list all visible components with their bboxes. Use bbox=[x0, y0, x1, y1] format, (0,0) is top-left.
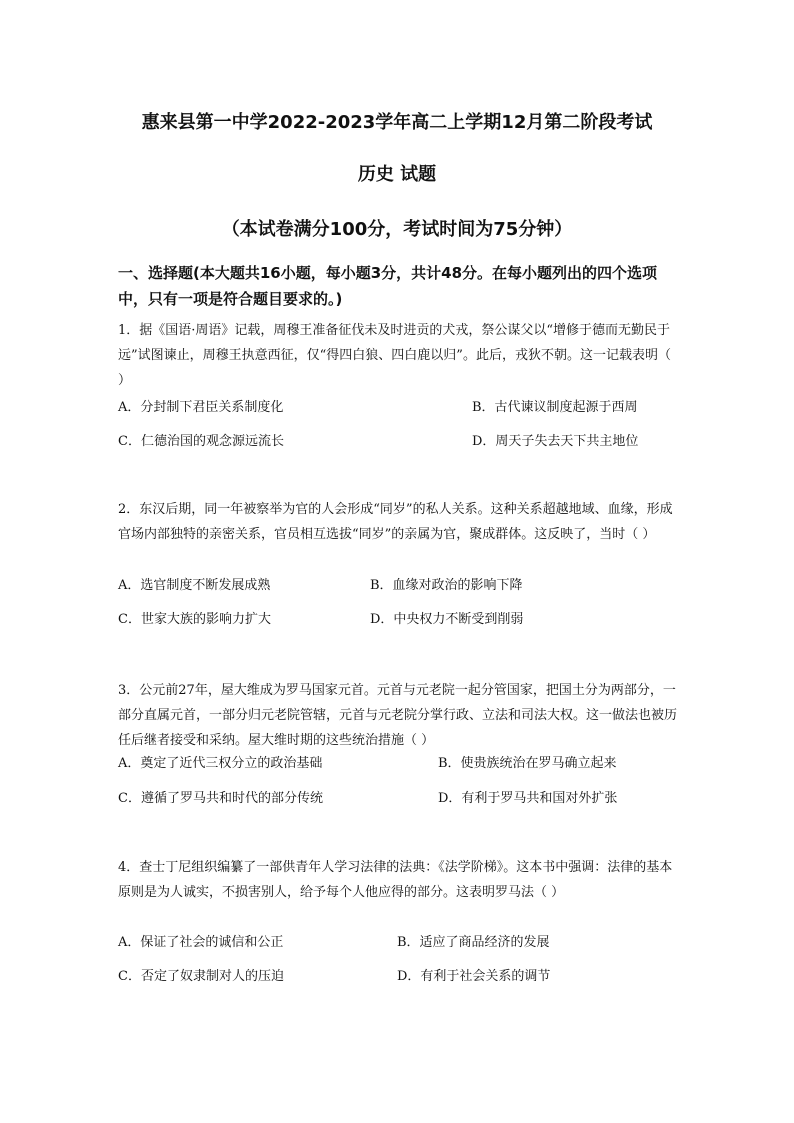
question-1-option-d: D．周天子失去天下共主地位 bbox=[472, 434, 639, 449]
section-heading: 一、选择题(本大题共16小题，每小题3分，共计48分。在每小题列出的四个选项中，只有一项是符合题目要求的。) bbox=[118, 264, 658, 308]
question-4-option-a: A．保证了社会的诚信和公正 bbox=[118, 935, 284, 950]
question-4-option-b: B．适应了商品经济的发展 bbox=[397, 935, 550, 950]
question-4-option-c: C．否定了奴隶制对人的压迫 bbox=[118, 969, 284, 984]
question-4-stem: 4．查士丁尼组织编纂了一部供青年人学习法律的法典：《法学阶梯》。这本书中强调：法律的基本原则是为人诚实，不损害别人，给予每个人他应得的部分。这表明罗马法（ ） bbox=[118, 860, 673, 900]
question-2-stem: 2．东汉后期，同一年被察举为官的人会形成“同岁”的私人关系。这种关系超越地域、血缘，形成官场内部独特的亲密关系，官员相互选拔“同岁”的亲属为官，聚成群体。这反映了，当时（ ） bbox=[118, 502, 673, 542]
question-1-option-c: C．仁德治国的观念源远流长 bbox=[118, 434, 284, 449]
question-2-option-c: C．世家大族的影响力扩大 bbox=[118, 612, 271, 627]
question-3-stem: 3．公元前27年，屋大维成为罗马国家元首。元首与元老院一起分管国家，把国土分为两部分，一部分直属元首，一部分归元老院管辖，元首与元老院分掌行政、立法和司法大权。这一做法也被历任后继者接受和采纳。屋大维时期的这些统治措施（ ） bbox=[118, 683, 678, 748]
question-1-option-a: A．分封制下君臣关系制度化 bbox=[118, 400, 284, 415]
question-2-option-a: A．选官制度不断发展成熟 bbox=[118, 578, 271, 593]
question-3-option-a: A．奠定了近代三权分立的政治基础 bbox=[118, 756, 323, 771]
exam-title: 惠来县第一中学2022-2023学年高二上学期12月第二阶段考试 bbox=[141, 112, 653, 133]
question-2-option-d: D．中央权力不断受到削弱 bbox=[370, 612, 524, 627]
question-3-option-b: B．使贵族统治在罗马确立起来 bbox=[438, 756, 617, 771]
question-4-option-d: D．有利于社会关系的调节 bbox=[397, 969, 551, 984]
exam-info: （本试卷满分100分，考试时间为75分钟） bbox=[221, 219, 573, 240]
question-1-option-b: B．古代谏议制度起源于西周 bbox=[472, 400, 638, 415]
question-2-option-b: B．血缘对政治的影响下降 bbox=[370, 578, 523, 593]
question-3-option-d: D．有利于罗马共和国对外扩张 bbox=[438, 791, 618, 806]
question-3-option-c: C．遵循了罗马共和时代的部分传统 bbox=[118, 791, 323, 806]
question-1-stem: 1．据《国语·周语》记载，周穆王准备征伐未及时进贡的犬戎，祭公谋父以“增修于德而无勤民于远”试图谏止，周穆王执意西征，仅“得四白狼、四白鹿以归”。此后，戎狄不朝。这一记载表明（ ） bbox=[118, 323, 671, 388]
subject-title: 历史 试题 bbox=[357, 164, 437, 185]
